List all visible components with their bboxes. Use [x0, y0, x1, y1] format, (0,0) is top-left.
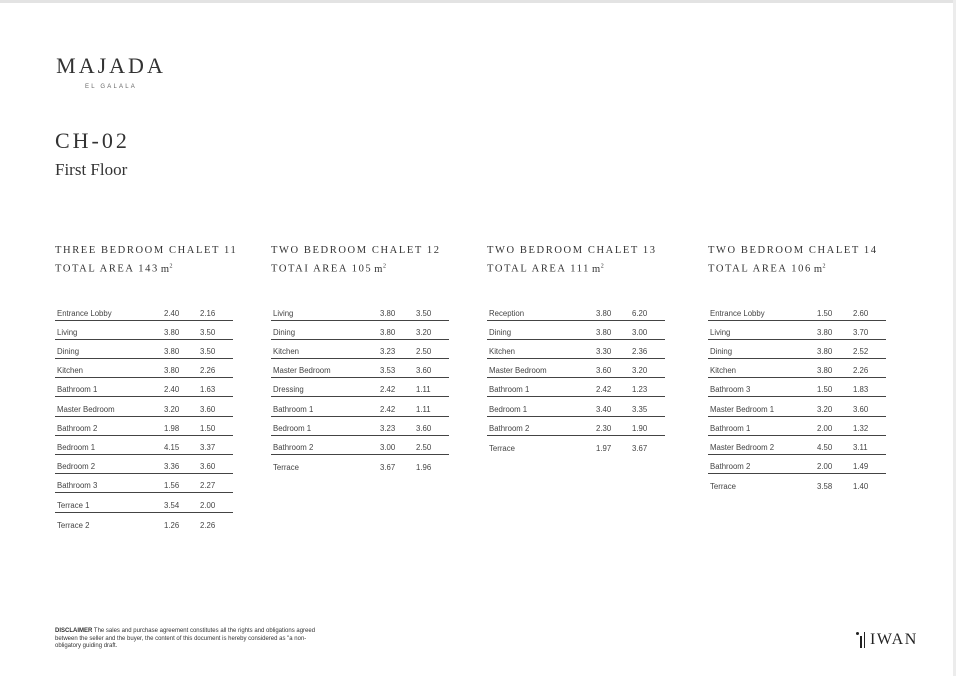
- area-unit: $m^2$: [374, 263, 387, 275]
- table-row: [708, 397, 886, 416]
- room-length: 2.60: [853, 308, 869, 318]
- table-row: [708, 455, 886, 474]
- room-name: Bathroom 3: [57, 481, 98, 491]
- room-length: 3.11: [853, 443, 868, 452]
- room-width: 3.54: [164, 500, 180, 510]
- room-width: 3.40: [596, 404, 612, 414]
- room-width: 2.42: [380, 404, 396, 414]
- developer-logo: [856, 631, 918, 649]
- room-length: 2.00: [200, 500, 216, 510]
- chalet-title: TWO BEDROOM CHALET 13: [487, 245, 657, 256]
- table-row: [487, 378, 665, 397]
- room-name: Entrance Lobby: [710, 308, 765, 318]
- room-name: Bathroom 2: [273, 443, 314, 452]
- room-width: 3.80: [596, 308, 612, 318]
- area-value: TOTAL AREA 106: [708, 263, 812, 275]
- room-name: Bedroom 1: [273, 423, 312, 433]
- chalet-title: THREE BEDROOM CHALET 11: [55, 245, 238, 256]
- room-name: Terrace: [273, 463, 299, 473]
- table-row: [487, 397, 665, 416]
- table-row: [55, 474, 233, 493]
- table-row: [271, 340, 449, 359]
- table-row: [487, 417, 665, 436]
- table-row: [271, 378, 449, 397]
- room-length: 2.26: [200, 520, 216, 530]
- room-length: 3.70: [853, 327, 869, 337]
- room-width: 3.23: [380, 347, 396, 357]
- brand-name: MAJADA: [56, 53, 166, 78]
- iwan-mark-icon: [856, 632, 868, 648]
- table-row: [55, 455, 233, 474]
- table-row: [487, 340, 665, 359]
- chalet-14-block: [708, 243, 888, 493]
- brand-subtitle: EL GALALA: [85, 84, 137, 90]
- room-width: 3.58: [817, 482, 833, 492]
- chalet-total-area: [271, 259, 451, 277]
- room-length: 3.50: [200, 327, 216, 337]
- room-width: 3.80: [164, 327, 180, 337]
- room-name: Terrace 2: [57, 520, 90, 530]
- room-length: 3.60: [200, 404, 216, 414]
- room-name: Master Bedroom: [273, 366, 331, 376]
- chalet-title: TWO BEDROOM CHALET 12: [271, 245, 441, 256]
- room-width: 3.67: [380, 463, 396, 473]
- room-length: 3.00: [632, 327, 648, 337]
- chalet-total-area: [487, 259, 667, 277]
- table-row: [708, 321, 886, 340]
- room-name: Bathroom 1: [710, 423, 751, 433]
- table-row: [271, 359, 449, 378]
- developer-logo-text: IWAN: [870, 631, 918, 648]
- room-name: Bedroom 1: [489, 404, 528, 414]
- room-length: 2.52: [853, 347, 869, 357]
- room-name: Kitchen: [710, 366, 737, 376]
- chalet-11-block: [55, 243, 238, 532]
- table-row: [708, 340, 886, 359]
- area-unit: $m^2$: [592, 263, 605, 275]
- room-table: [487, 302, 665, 456]
- room-length: 1.50: [200, 423, 216, 433]
- room-name: Living: [273, 308, 294, 318]
- room-name: Living: [57, 327, 78, 337]
- unit-code: CH-02: [55, 128, 130, 153]
- room-name: Master Bedroom 1: [710, 404, 775, 414]
- room-name: Bathroom 2: [710, 462, 751, 472]
- room-width: 3.53: [380, 366, 396, 376]
- room-length: 2.26: [853, 366, 869, 376]
- chalet-13-block: [487, 243, 667, 455]
- room-width: 1.56: [164, 481, 180, 491]
- table-row: [55, 359, 233, 378]
- room-width: 3.80: [817, 327, 833, 337]
- room-width: 2.30: [596, 423, 612, 433]
- table-row: [708, 436, 886, 455]
- chalet-title: TWO BEDROOM CHALET 14: [708, 245, 878, 256]
- room-length: 1.63: [200, 385, 216, 395]
- table-row: [271, 321, 449, 340]
- chalet-total-area: [708, 259, 888, 277]
- room-width: 3.23: [380, 423, 396, 433]
- room-length: 2.50: [416, 443, 432, 452]
- room-length: 2.36: [632, 347, 648, 357]
- room-length: 3.20: [632, 366, 648, 376]
- table-row: [708, 474, 886, 493]
- table-row: [271, 397, 449, 416]
- room-table: [271, 302, 449, 475]
- room-length: 3.20: [416, 327, 432, 337]
- top-border: [0, 0, 956, 3]
- room-width: 2.42: [380, 385, 396, 395]
- table-row: [271, 455, 449, 474]
- room-length: 3.67: [632, 444, 648, 453]
- table-row: [55, 513, 233, 532]
- room-width: 2.40: [164, 308, 180, 318]
- table-row: [271, 436, 449, 455]
- room-length: 3.50: [416, 308, 432, 318]
- room-name: Bedroom 2: [57, 462, 96, 472]
- room-length: 3.60: [416, 366, 432, 376]
- table-row: [708, 359, 886, 378]
- table-row: [487, 302, 665, 321]
- room-length: 1.11: [416, 385, 431, 395]
- room-length: 1.40: [853, 482, 869, 492]
- room-width: 4.50: [817, 443, 833, 452]
- room-table: [55, 302, 233, 532]
- room-length: 3.50: [200, 347, 216, 357]
- table-row: [55, 436, 233, 455]
- room-name: Terrace: [489, 444, 515, 453]
- room-name: Kitchen: [57, 366, 84, 376]
- chalet-total-area: [55, 259, 235, 277]
- room-name: Bedroom 1: [57, 443, 96, 452]
- disclaimer-text: The sales and purchase agreement constitutes all the rights and obligations agreed between the seller and the buyer, the content of this document is hereby considered as "a non-obligatory guiding draft.: [55, 628, 316, 649]
- table-row: [55, 417, 233, 436]
- table-row: [487, 359, 665, 378]
- room-width: 3.80: [817, 347, 833, 357]
- room-width: 3.80: [164, 366, 180, 376]
- room-width: 3.60: [596, 366, 612, 376]
- room-length: 3.60: [200, 462, 216, 472]
- room-length: 1.32: [853, 423, 869, 433]
- room-width: 2.40: [164, 385, 180, 395]
- room-length: 3.35: [632, 404, 648, 414]
- room-name: Dressing: [273, 385, 304, 395]
- room-length: 2.26: [200, 366, 216, 376]
- room-name: Bathroom 1: [273, 404, 314, 414]
- table-row: [708, 302, 886, 321]
- room-length: 1.90: [632, 423, 648, 433]
- area-value: TOTAL AREA 111: [487, 263, 591, 275]
- room-name: Dining: [57, 347, 80, 357]
- room-name: Dining: [489, 327, 512, 337]
- room-name: Dining: [710, 347, 733, 357]
- room-name: Terrace 1: [57, 500, 90, 510]
- disclaimer: [55, 628, 325, 651]
- room-width: 1.97: [596, 444, 612, 453]
- room-length: 2.50: [416, 347, 432, 357]
- room-length: 1.96: [416, 463, 432, 473]
- room-name: Bathroom 1: [489, 385, 530, 395]
- floor-name: First Floor: [55, 160, 128, 179]
- room-length: 2.27: [200, 481, 216, 491]
- room-length: 3.37: [200, 443, 216, 452]
- room-length: 3.60: [416, 423, 432, 433]
- room-width: 3.80: [596, 327, 612, 337]
- room-name: Bathroom 2: [489, 423, 530, 433]
- table-row: [487, 321, 665, 340]
- area-value: TOTAL AREA 143: [55, 263, 159, 275]
- table-row: [271, 417, 449, 436]
- room-width: 3.30: [596, 347, 612, 357]
- room-name: Dining: [273, 327, 296, 337]
- room-width: 3.00: [380, 443, 396, 452]
- room-width: 3.20: [817, 404, 833, 414]
- room-width: 2.42: [596, 385, 612, 395]
- room-name: Master Bedroom: [57, 404, 115, 414]
- room-length: 3.60: [853, 404, 869, 414]
- disclaimer-label: DISCLAIMER: [55, 628, 93, 634]
- room-width: 4.15: [164, 443, 180, 452]
- room-width: 3.80: [164, 347, 180, 357]
- area-unit: $m^2$: [160, 263, 173, 275]
- room-name: Reception: [489, 308, 525, 318]
- room-name: Bathroom 3: [710, 385, 751, 395]
- table-row: [55, 321, 233, 340]
- room-width: 1.50: [817, 385, 833, 395]
- table-row: [708, 417, 886, 436]
- room-length: 1.49: [853, 462, 869, 472]
- table-row: [55, 340, 233, 359]
- room-width: 2.00: [817, 462, 833, 472]
- table-row: [271, 302, 449, 321]
- table-row: [55, 493, 233, 512]
- room-length: 2.16: [200, 308, 216, 318]
- room-table: [708, 302, 886, 494]
- room-length: 1.23: [632, 385, 648, 395]
- room-name: Master Bedroom 2: [710, 443, 775, 452]
- room-length: 1.83: [853, 385, 869, 395]
- table-row: [55, 397, 233, 416]
- table-row: [55, 302, 233, 321]
- room-width: 1.26: [164, 520, 180, 530]
- room-width: 1.50: [817, 308, 833, 318]
- area-value: TOTAI AREA 105: [271, 263, 373, 275]
- room-name: Bathroom 1: [57, 385, 98, 395]
- room-width: 2.00: [817, 423, 833, 433]
- room-name: Kitchen: [489, 347, 516, 357]
- room-name: Terrace: [710, 482, 736, 492]
- room-width: 3.80: [817, 366, 833, 376]
- room-name: Entrance Lobby: [57, 308, 112, 318]
- area-unit: $m^2$: [813, 263, 826, 275]
- room-width: 3.80: [380, 327, 396, 337]
- table-row: [487, 436, 665, 455]
- room-width: 3.36: [164, 462, 180, 472]
- table-row: [55, 378, 233, 397]
- room-name: Master Bedroom: [489, 366, 547, 376]
- chalet-12-block: [271, 243, 451, 474]
- room-name: Living: [710, 327, 731, 337]
- room-width: 3.20: [164, 404, 180, 414]
- room-name: Bathroom 2: [57, 423, 98, 433]
- room-width: 3.80: [380, 308, 396, 318]
- room-width: 1.98: [164, 423, 180, 433]
- room-name: Kitchen: [273, 347, 300, 357]
- table-row: [708, 378, 886, 397]
- room-length: 6.20: [632, 308, 648, 318]
- brand-logo: [55, 54, 167, 90]
- room-length: 1.11: [416, 404, 431, 414]
